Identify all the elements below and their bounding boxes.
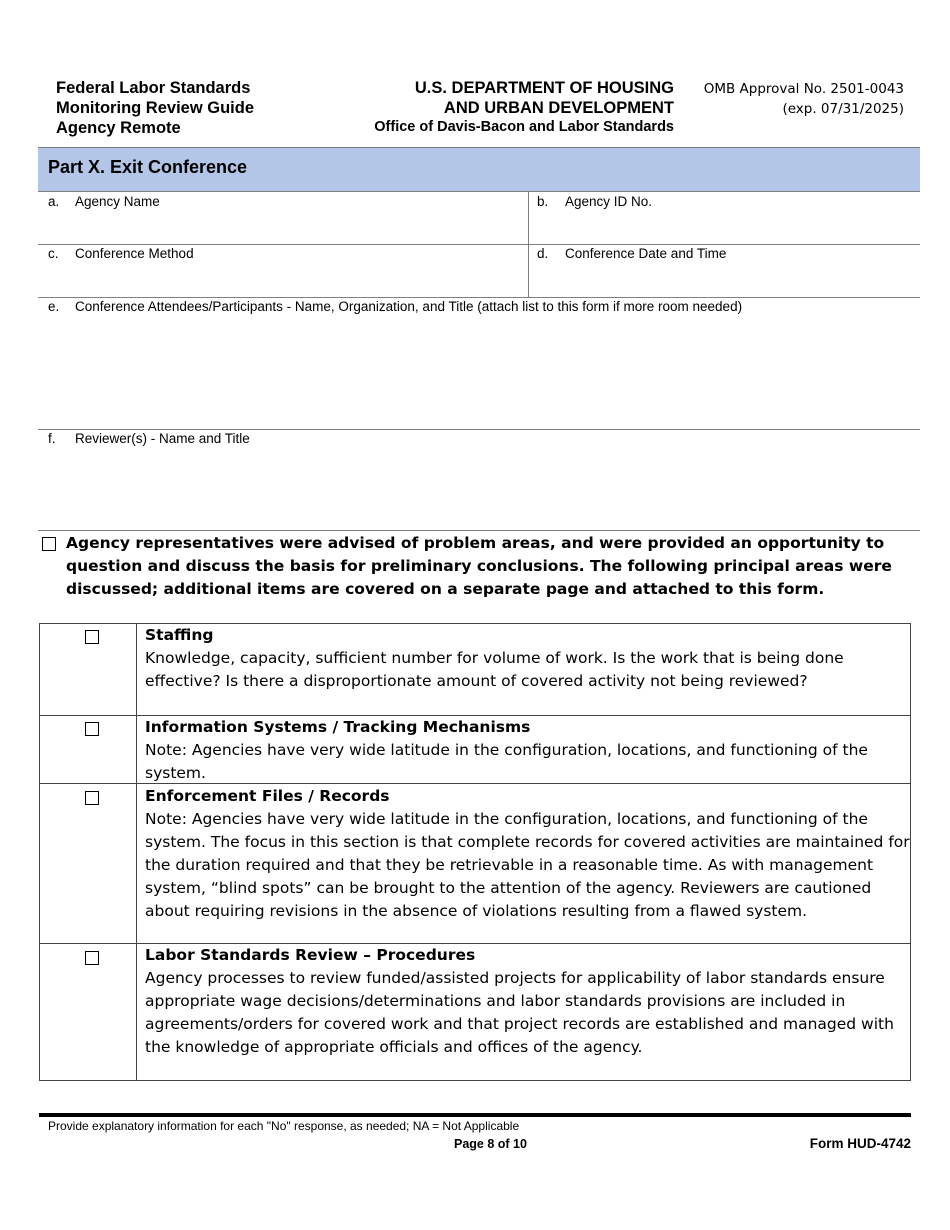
area-title-staffing: Staffing <box>145 626 214 644</box>
conference-method-label: Conference Method <box>75 246 194 261</box>
field-letter-e: e. <box>48 299 60 314</box>
statement-checkbox[interactable] <box>42 537 56 551</box>
conference-date-time-label: Conference Date and Time <box>565 246 727 261</box>
agency-id-label: Agency ID No. <box>565 194 653 209</box>
department-name-line1: U.S. DEPARTMENT OF HOUSING <box>414 79 674 97</box>
department-header <box>374 78 674 137</box>
field-letter-d: d. <box>537 246 549 261</box>
area-title-labor-standards-review: Labor Standards Review – Procedures <box>145 946 476 964</box>
agency-name-label: Agency Name <box>75 194 160 209</box>
table-row <box>145 944 913 1059</box>
area-body-information-systems: Note: Agencies have very wide latitude in the configuration, locations, and functioning of the system. <box>145 741 868 782</box>
labor-standards-review-checkbox[interactable] <box>85 951 99 965</box>
area-title-information-systems: Information Systems / Tracking Mechanisms <box>145 718 531 736</box>
reviewers-field[interactable] <box>40 450 918 527</box>
form-number: Form HUD-4742 <box>809 1136 911 1151</box>
enforcement-files-checkbox[interactable] <box>85 791 99 805</box>
field-row-divider <box>38 244 920 245</box>
omb-expiration: (exp. 07/31/2025) <box>782 101 904 117</box>
field-letter-b: b. <box>537 194 549 209</box>
footer-rule <box>39 1113 911 1117</box>
area-body-staffing: Knowledge, capacity, sufficient number for volume of work. Is the work that is being done effective? Is there a disproportionate amount of covered activity not being reviewed? <box>145 649 844 690</box>
table-row <box>145 785 913 923</box>
field-row-divider <box>38 297 920 298</box>
field-row-divider <box>38 530 920 531</box>
staffing-checkbox[interactable] <box>85 630 99 644</box>
statement-text: Agency representatives were advised of problem areas, and were provided an opportunity to question and discuss the basis for preliminary conclusions. The following principal areas were discussed; additional items are covered on a separate page and attached to this form. <box>66 534 892 598</box>
area-body-enforcement-files: Note: Agencies have very wide latitude in the configuration, locations, and functioning of the system. The focus in this section is that complete records for covered activities are maintained for the duration required and that they be retrievable in a reasonable time. As with management system, “blind spots” can be brought to the attention of the agency. Reviewers are cautioned about requiring revisions in the absence of violations resulting from a flawed system. <box>145 810 910 920</box>
information-systems-checkbox[interactable] <box>85 722 99 736</box>
form-series-line: Federal Labor Standards <box>56 79 251 97</box>
agency-name-field[interactable] <box>40 212 526 242</box>
conference-date-time-field[interactable] <box>531 264 918 295</box>
field-letter-f: f. <box>48 431 56 446</box>
part-title: Part X. Exit Conference <box>48 157 248 177</box>
area-body-labor-standards-review: Agency processes to review funded/assisted projects for applicability of labor standards ensure appropriate wage decisions/determinations and labor standards provisions are included in agreements/orders for covered work and that project records are established and managed with the knowledge of appropriate officials and offices of the agency. <box>145 969 894 1056</box>
attendees-field[interactable] <box>40 318 918 426</box>
reviewers-label: Reviewer(s) - Name and Title <box>75 431 250 446</box>
part-banner <box>38 147 920 192</box>
field-letter-a: a. <box>48 194 60 209</box>
form-series-line: Agency Remote <box>56 119 181 137</box>
field-row-divider <box>38 429 920 430</box>
page-number: Page 8 of 10 <box>454 1137 527 1151</box>
omb-number: OMB Approval No. 2501-0043 <box>703 81 904 97</box>
omb-approval <box>704 79 904 119</box>
table-row <box>145 624 913 693</box>
form-series-line: Monitoring Review Guide <box>56 99 255 117</box>
agency-id-field[interactable] <box>531 212 918 242</box>
department-name-line2: AND URBAN DEVELOPMENT <box>443 99 674 117</box>
footer-note: Provide explanatory information for each "No" response, as needed; NA = Not Applicable <box>48 1119 520 1133</box>
area-title-enforcement-files: Enforcement Files / Records <box>145 787 390 805</box>
office-name: Office of Davis-Bacon and Labor Standards <box>374 119 674 135</box>
form-series-title <box>56 78 254 138</box>
attendees-label: Conference Attendees/Participants - Name, Organization, and Title (attach list to this form if more room needed) <box>75 299 743 314</box>
table-row <box>145 716 913 785</box>
field-letter-c: c. <box>48 246 59 261</box>
conference-method-field[interactable] <box>40 264 526 295</box>
table-column-divider <box>136 623 137 1081</box>
